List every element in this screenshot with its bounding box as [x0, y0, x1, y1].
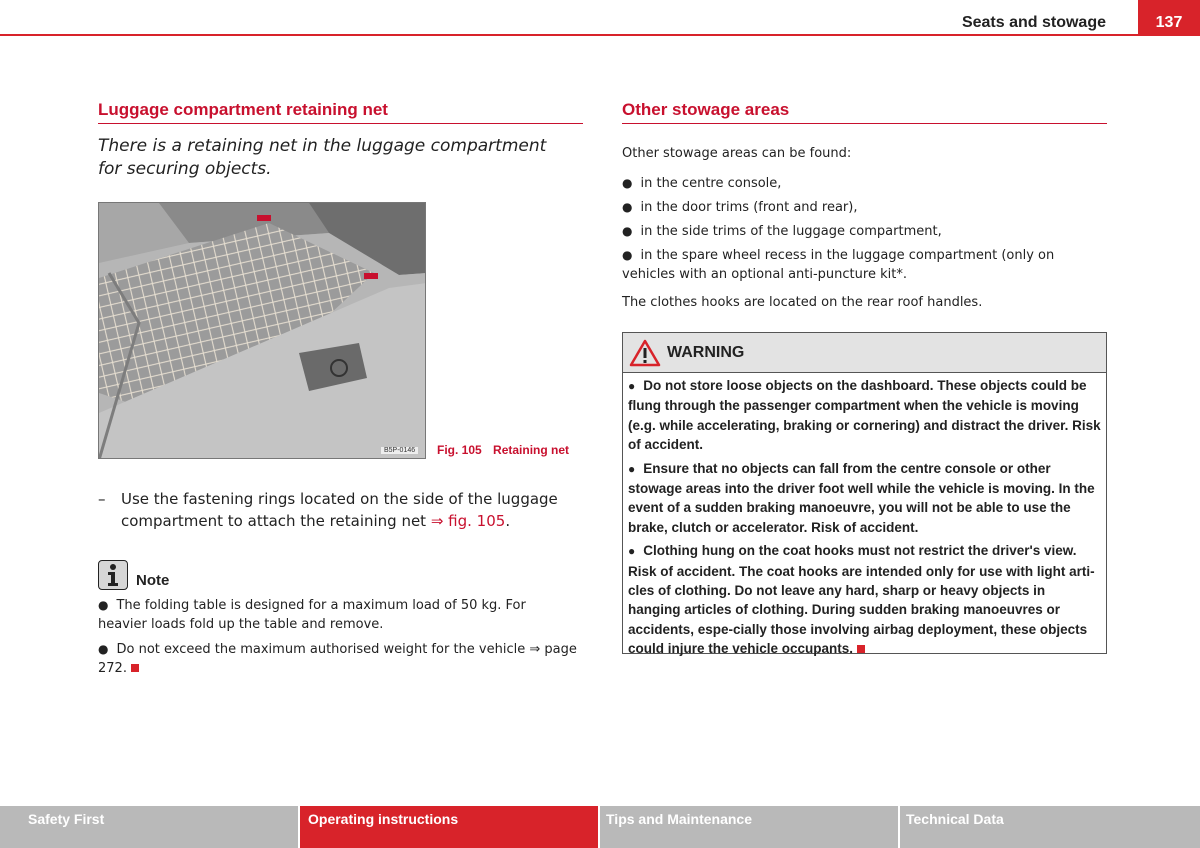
info-icon	[98, 560, 128, 590]
bullet-icon: ●	[98, 642, 109, 656]
note-title: Note	[136, 572, 170, 589]
figure-code: B5P-0146	[381, 447, 418, 454]
list-item: ● in the spare wheel recess in the luggage compartment (only on vehicles with an optional anti-puncture kit*.	[622, 248, 1055, 282]
list-item: ● in the side trims of the luggage compartment,	[622, 224, 942, 239]
clothes-hooks-text: The clothes hooks are located on the rear roof handles.	[622, 295, 983, 310]
warning-item: ● Ensure that no objects can fall from the centre console or other stowage areas into the driver foot well while the vehicle is moving. In the event of a sudden braking manoeuvre, you will not be able to use the brake, clutch or accelerator. Risk of accident.	[628, 460, 1095, 535]
chapter-title: Seats and stowage	[961, 14, 1106, 31]
stowage-list	[622, 174, 1107, 289]
section-heading-retaining-net: Luggage compartment retaining net	[98, 100, 583, 124]
bullet-icon: ●	[628, 379, 636, 393]
warning-header	[623, 333, 1106, 373]
bullet-icon: ●	[98, 598, 109, 612]
note-item: ● Do not exceed the maximum authorised weight for the vehicle ⇒ page 272.	[98, 642, 577, 676]
tab-tips-and-maintenance[interactable]: Tips and Maintenance	[600, 806, 898, 848]
end-of-section-icon	[857, 645, 865, 653]
figure-caption-text: Retaining net	[493, 443, 570, 457]
step-end: .	[505, 512, 511, 530]
bullet-icon: ●	[622, 248, 633, 262]
warning-title: WARNING	[667, 343, 745, 361]
step-dash: –	[98, 490, 106, 508]
note-body	[98, 596, 578, 684]
step-text: Use the fastening rings located on the side of the luggage compartment to attach the retaining net	[121, 490, 558, 530]
warning-item: ● Do not store loose objects on the dashboard. These objects could be flung through the passenger compartment when the vehicle is moving (e.g. while accelerating, braking or cornering) and distract the driver. Risk of accident.	[628, 378, 1101, 453]
instruction-step	[98, 488, 568, 532]
stowage-intro: Other stowage areas can be found:	[622, 146, 852, 161]
bullet-icon: ●	[622, 200, 633, 214]
warning-triangle-icon	[629, 339, 661, 367]
warning-box	[622, 332, 1107, 657]
tab-operating-instructions[interactable]: Operating instructions	[300, 806, 598, 848]
bullet-icon: ●	[622, 224, 633, 238]
tab-technical-data[interactable]: Technical Data	[900, 806, 1200, 848]
bullet-icon: ●	[628, 544, 636, 559]
list-item: ● in the centre console,	[622, 176, 782, 191]
footer-nav	[0, 806, 1200, 848]
figure-retaining-net	[98, 202, 426, 459]
bullet-icon: ●	[628, 461, 636, 476]
page-number: 137	[1138, 0, 1200, 36]
warning-item: ● Clothing hung on the coat hooks must not restrict the driver's view. Risk of accident. The coat hooks are intended only for use with light arti-cles of clothing. Do not leave any hard, sharp or heavy objects in hanging articles of clothing. During sudden braking manoeuvres or accidents, espe-cially those involving airbag deployment, these objects could injure the vehicle occupants.	[628, 543, 1095, 657]
section-intro: There is a retaining net in the luggage compartment for securing objects.	[98, 136, 547, 179]
note-item: ● The folding table is designed for a maximum load of 50 kg. For heavier loads fold up the table and remove.	[98, 598, 526, 632]
figure-reference-link[interactable]: ⇒ fig. 105	[430, 512, 506, 530]
warning-body	[623, 373, 1106, 659]
list-item: ● in the door trims (front and rear),	[622, 200, 858, 215]
bullet-icon: ●	[622, 176, 633, 190]
tab-safety-first[interactable]: Safety First	[0, 806, 298, 848]
figure-caption	[437, 443, 569, 457]
retaining-net-illustration	[99, 203, 426, 459]
end-of-section-icon	[131, 664, 139, 672]
section-heading-other-stowage: Other stowage areas	[622, 100, 1107, 124]
header-rule	[0, 34, 1200, 36]
figure-caption-number: Fig. 105	[437, 443, 482, 457]
